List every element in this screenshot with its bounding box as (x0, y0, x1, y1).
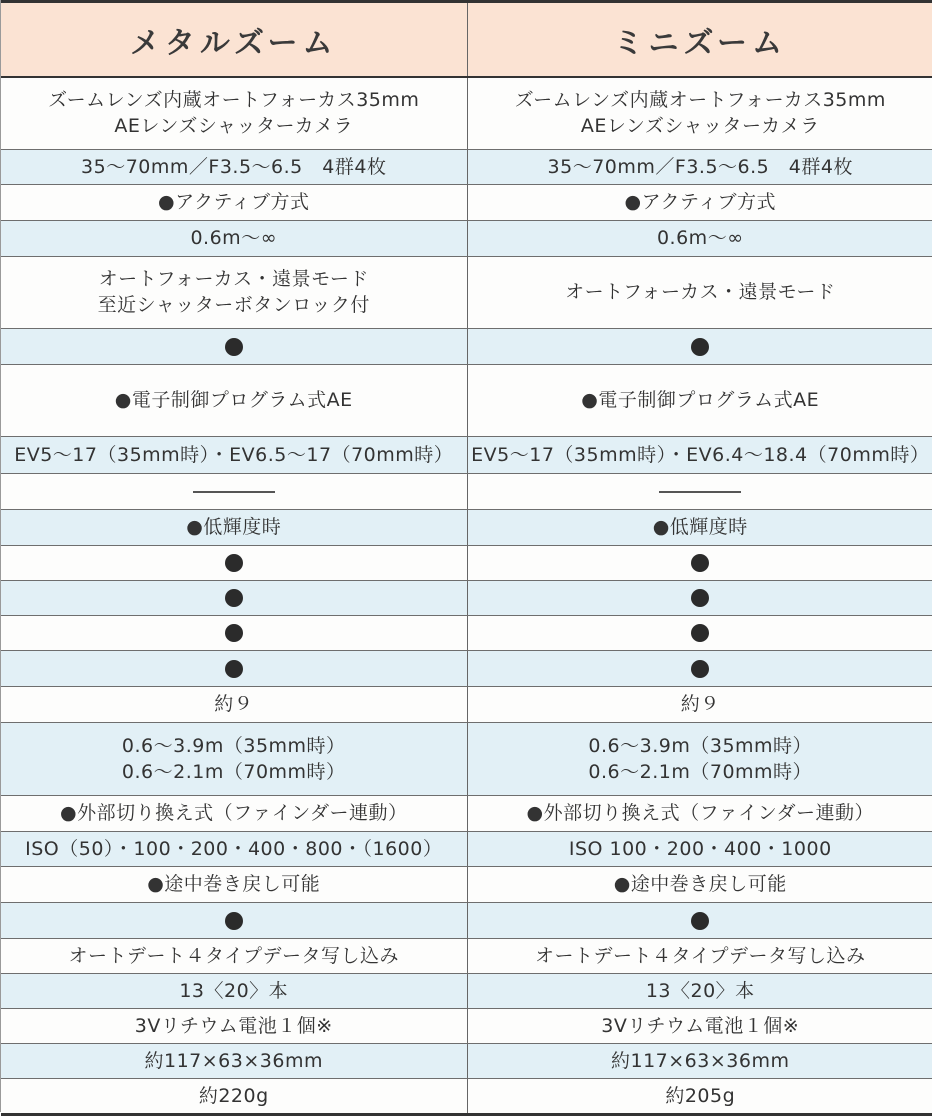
metal-zoom-cell (1, 722, 467, 795)
metal-zoom-cell (1, 1078, 467, 1114)
spec-text: ●途中巻き戻し可能 (613, 873, 787, 895)
spec-row (1, 436, 932, 473)
mini-zoom-cell (467, 831, 932, 866)
spec-text: ●途中巻き戻し可能 (147, 873, 321, 895)
spec-text: ●低輝度時 (186, 516, 282, 538)
metal-zoom-cell (1, 902, 467, 938)
header-metal-zoom: メタルズーム (1, 2, 467, 78)
spec-text: ●アクティブ方式 (624, 191, 776, 213)
spec-text: AEレンズシャッターカメラ (580, 115, 820, 138)
spec-text: ●電子制御プログラム式AE (581, 389, 820, 411)
spec-row (1, 938, 932, 973)
metal-zoom-cell (1, 1043, 467, 1078)
spec-text: 0.6m〜∞ (656, 227, 744, 249)
mini-zoom-cell (467, 220, 932, 256)
mini-zoom-cell (467, 973, 932, 1008)
bullet-dot-icon (691, 554, 709, 572)
bullet-dot-icon (225, 589, 243, 607)
spec-text: 0.6〜3.9m（35mm時） (588, 734, 813, 757)
metal-zoom-cell (1, 220, 467, 256)
spec-text: 0.6m〜∞ (190, 227, 278, 249)
spec-text: 0.6〜3.9m（35mm時） (121, 734, 346, 757)
spec-row (1, 902, 932, 938)
spec-text: 約９ (214, 693, 254, 715)
bullet-dot-icon (691, 624, 709, 642)
header-row (1, 2, 932, 78)
spec-row (1, 1078, 932, 1114)
spec-text: 約９ (680, 693, 720, 715)
spec-row (1, 473, 932, 509)
metal-zoom-cell (1, 328, 467, 364)
mini-zoom-cell (467, 1008, 932, 1043)
spec-text: 約117×63×36mm (144, 1049, 323, 1072)
bullet-dot-icon (225, 660, 243, 678)
spec-text: オートデート４タイプデータ写し込み (534, 944, 866, 967)
mini-zoom-cell (467, 509, 932, 545)
mini-zoom-cell (467, 902, 932, 938)
spec-text: オートフォーカス・遠景モード (565, 281, 836, 303)
metal-zoom-cell (1, 1008, 467, 1043)
mini-zoom-cell (467, 650, 932, 686)
metal-zoom-cell (1, 149, 467, 184)
spec-text: 至近シャッターボタンロック付 (97, 294, 370, 316)
spec-text: ズームレンズ内蔵オートフォーカス35mm (48, 89, 420, 112)
spec-text: AEレンズシャッターカメラ (114, 115, 354, 138)
spec-text: オートフォーカス・遠景モード (98, 268, 369, 290)
spec-text: 0.6〜2.1m（70mm時） (121, 760, 346, 783)
mini-zoom-cell (467, 77, 932, 149)
spec-text: EV5〜17（35mm時）・EV6.4〜18.4（70mm時） (471, 443, 930, 466)
bullet-dot-icon (225, 554, 243, 572)
spec-body (1, 77, 932, 1114)
metal-zoom-cell (1, 973, 467, 1008)
mini-zoom-cell (467, 364, 932, 436)
metal-zoom-cell (1, 686, 467, 722)
not-applicable-dash-icon (659, 491, 741, 493)
spec-text: ズームレンズ内蔵オートフォーカス35mm (514, 89, 886, 112)
spec-row (1, 615, 932, 650)
mini-zoom-cell (467, 473, 932, 509)
metal-zoom-cell (1, 256, 467, 328)
spec-text: 約220g (198, 1084, 269, 1107)
spec-row (1, 973, 932, 1008)
metal-zoom-cell (1, 615, 467, 650)
mini-zoom-cell (467, 580, 932, 615)
metal-zoom-cell (1, 795, 467, 831)
spec-row (1, 580, 932, 615)
header-mini-zoom: ミニズーム (467, 2, 932, 78)
spec-text: ISO（50）・100・200・400・800・（1600） (25, 837, 443, 860)
spec-text: 3Vリチウム電池１個※ (601, 1014, 800, 1037)
mini-zoom-cell (467, 436, 932, 473)
metal-zoom-cell (1, 364, 467, 436)
mini-zoom-cell (467, 795, 932, 831)
spec-text: 0.6〜2.1m（70mm時） (588, 760, 813, 783)
spec-row (1, 831, 932, 866)
bullet-dot-icon (225, 338, 243, 356)
mini-zoom-cell (467, 938, 932, 973)
metal-zoom-cell (1, 436, 467, 473)
spec-row (1, 722, 932, 795)
spec-text: 3Vリチウム電池１個※ (134, 1014, 333, 1037)
metal-zoom-cell (1, 545, 467, 580)
spec-text: ●アクティブ方式 (158, 191, 310, 213)
mini-zoom-cell (467, 184, 932, 220)
bullet-dot-icon (691, 912, 709, 930)
metal-zoom-cell (1, 650, 467, 686)
spec-row (1, 149, 932, 184)
metal-zoom-cell (1, 184, 467, 220)
mini-zoom-cell (467, 256, 932, 328)
mini-zoom-cell (467, 866, 932, 902)
mini-zoom-cell (467, 328, 932, 364)
metal-zoom-cell (1, 473, 467, 509)
mini-zoom-cell (467, 722, 932, 795)
mini-zoom-cell (467, 686, 932, 722)
not-applicable-dash-icon (193, 491, 275, 493)
metal-zoom-cell (1, 580, 467, 615)
spec-text: ●外部切り換え式（ファインダー連動） (60, 802, 408, 824)
spec-text: ISO 100・200・400・1000 (568, 837, 832, 860)
mini-zoom-cell (467, 615, 932, 650)
metal-zoom-cell (1, 509, 467, 545)
spec-text: 13〈20〉本 (645, 979, 755, 1002)
spec-text: オートデート４タイプデータ写し込み (68, 944, 400, 967)
spec-table (1, 0, 932, 1116)
spec-text: 35〜70mm／F3.5〜6.5 4群4枚 (547, 155, 853, 178)
spec-text: ●電子制御プログラム式AE (114, 389, 353, 411)
mini-zoom-cell (467, 149, 932, 184)
spec-row (1, 1043, 932, 1078)
metal-zoom-cell (1, 938, 467, 973)
metal-zoom-cell (1, 866, 467, 902)
spec-text: ●外部切り換え式（ファインダー連動） (526, 802, 874, 824)
spec-row (1, 1008, 932, 1043)
spec-text: EV5〜17（35mm時）・EV6.5〜17（70mm時） (14, 443, 454, 466)
spec-row (1, 220, 932, 256)
bullet-dot-icon (691, 660, 709, 678)
spec-row (1, 866, 932, 902)
spec-row (1, 364, 932, 436)
spec-row (1, 650, 932, 686)
spec-row (1, 509, 932, 545)
bullet-dot-icon (225, 912, 243, 930)
spec-text: ●低輝度時 (652, 516, 748, 538)
mini-zoom-cell (467, 1078, 932, 1114)
spec-text: 35〜70mm／F3.5〜6.5 4群4枚 (81, 155, 387, 178)
bullet-dot-icon (691, 589, 709, 607)
spec-row (1, 545, 932, 580)
spec-text: 13〈20〉本 (179, 979, 289, 1002)
mini-zoom-cell (467, 1043, 932, 1078)
spec-row (1, 77, 932, 149)
bullet-dot-icon (225, 624, 243, 642)
spec-row (1, 795, 932, 831)
mini-zoom-cell (467, 545, 932, 580)
bullet-dot-icon (691, 338, 709, 356)
spec-row (1, 184, 932, 220)
metal-zoom-cell (1, 77, 467, 149)
spec-row (1, 328, 932, 364)
spec-row (1, 256, 932, 328)
spec-text: 約205g (665, 1084, 736, 1107)
spec-row (1, 686, 932, 722)
spec-text: 約117×63×36mm (611, 1049, 790, 1072)
metal-zoom-cell (1, 831, 467, 866)
